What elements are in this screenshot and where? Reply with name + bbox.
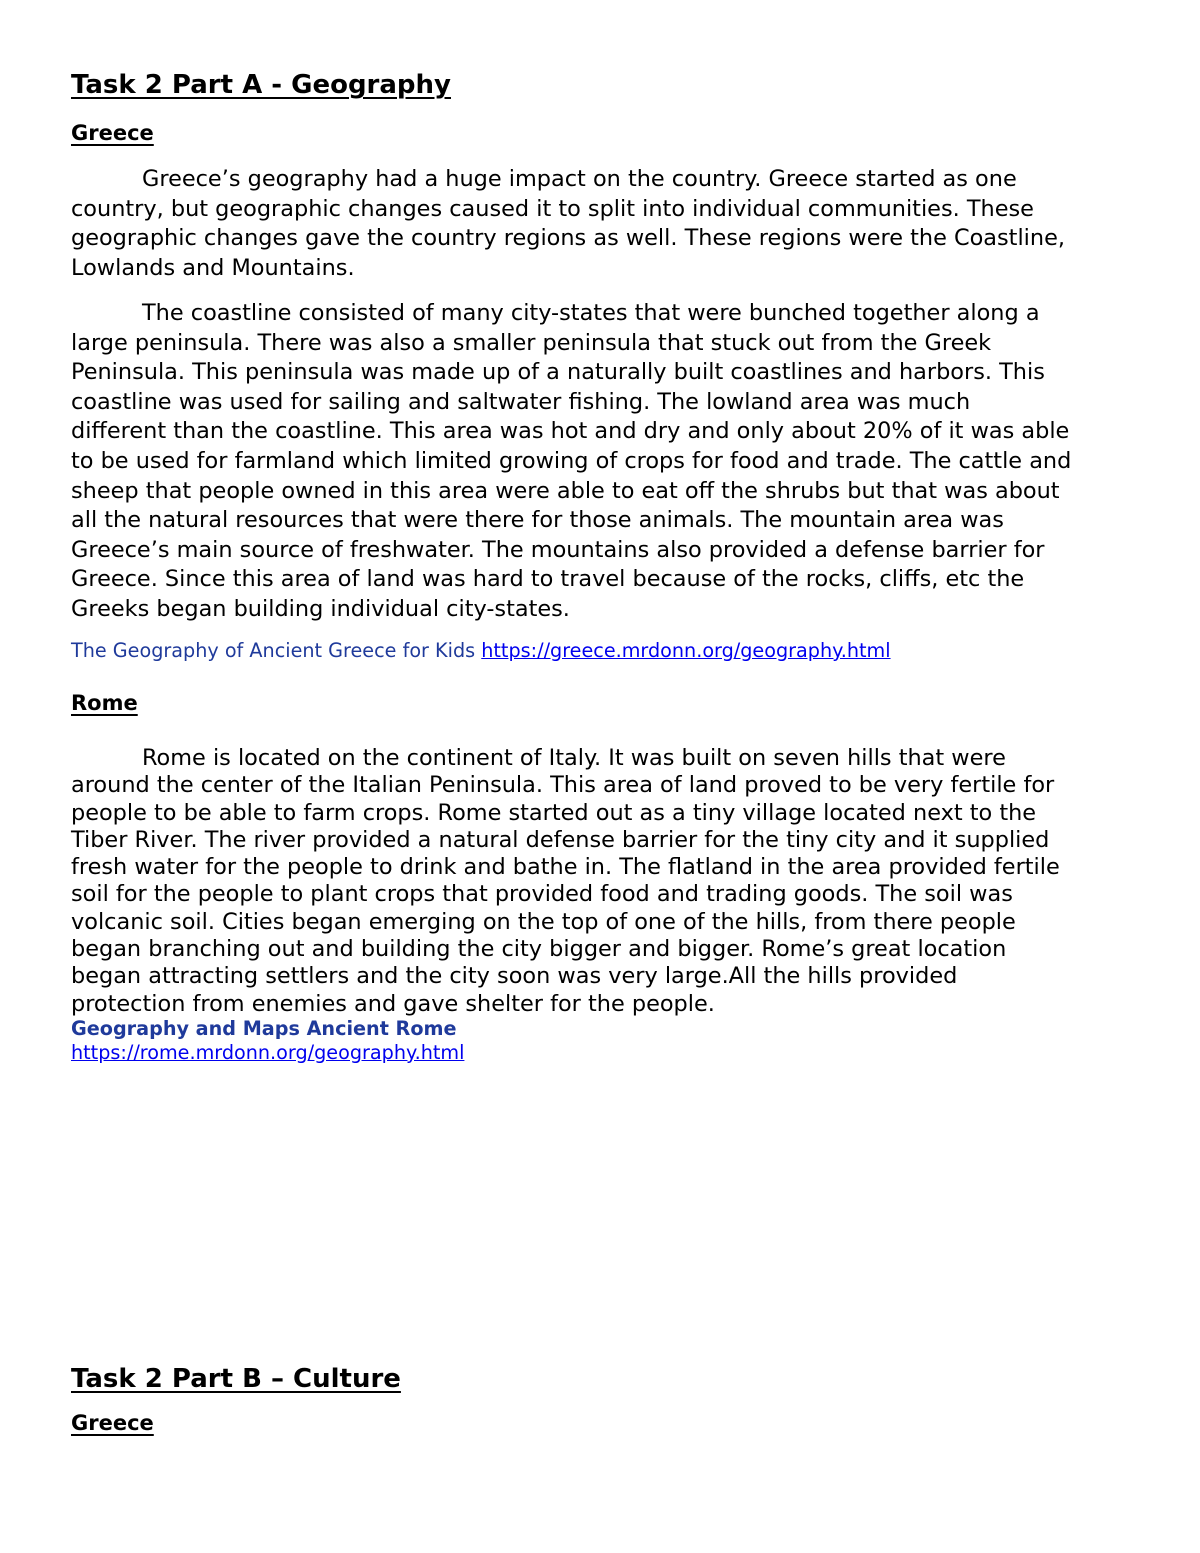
paragraph-line: Tiber River. The river provided a natural defense barrier for the tiny city and it supplied	[71, 826, 1050, 853]
paragraph-line: volcanic soil. Cities began emerging on the top of one of the hills, from there people	[71, 908, 1016, 935]
paragraph-line: people to be able to farm crops. Rome started out as a tiny village located next to the	[71, 799, 1037, 826]
rome-source-line	[71, 1041, 464, 1064]
paragraph-line: country, but geographic changes caused it to split into individual communities. These	[71, 195, 1034, 222]
rome-source-title: Geography and Maps Ancient Rome	[71, 1017, 457, 1040]
paragraph-line: around the center of the Italian Peninsula. This area of land proved to be very fertile for	[71, 772, 1055, 799]
rome-source-link[interactable]: https://rome.mrdonn.org/geography.html	[71, 1041, 465, 1064]
paragraph-line: geographic changes gave the country regions as well. These regions were the Coastline,	[71, 225, 1065, 252]
paragraph-line: Greece’s main source of freshwater. The mountains also provided a defense barrier for	[71, 536, 1045, 563]
greece-heading: Greece	[71, 121, 154, 145]
paragraph-line: Greeks began building individual city-states.	[71, 595, 570, 622]
paragraph-line: The coastline consisted of many city-states that were bunched together along a	[142, 300, 1040, 326]
paragraph-line: Greece’s geography had a huge impact on the country. Greece started as one	[142, 166, 1017, 192]
rome-heading: Rome	[71, 691, 138, 715]
part-b-greece-heading: Greece	[71, 1411, 154, 1435]
paragraph-line: large peninsula. There was also a smaller peninsula that stuck out from the Greek	[71, 329, 992, 356]
paragraph-line: Peninsula. This peninsula was made up of a naturally built coastlines and harbors. This	[71, 359, 1045, 386]
rome-paragraph	[71, 745, 1133, 1018]
paragraph-line: began branching out and building the city bigger and bigger. Rome’s great location	[71, 936, 1007, 963]
paragraph-line: fresh water for the people to drink and bathe in. The flatland in the area provided fertile	[71, 854, 1060, 881]
paragraph-line: Greece. Since this area of land was hard to travel because of the rocks, cliffs, etc the	[71, 566, 1025, 593]
greece-paragraph-1	[71, 165, 1133, 283]
paragraph-line: soil for the people to plant crops that provided food and trading goods. The soil was	[71, 881, 1013, 908]
part-a-heading: Task 2 Part A - Geography	[71, 70, 451, 100]
paragraph-line: Rome is located on the continent of Italy. It was built on seven hills that were	[142, 745, 1006, 771]
part-b-heading: Task 2 Part B – Culture	[71, 1364, 401, 1394]
paragraph-line: sheep that people owned in this area were able to eat off the shrubs but that was about	[71, 477, 1060, 504]
paragraph-line: all the natural resources that were there for those animals. The mountain area was	[71, 507, 1004, 534]
greece-source-title: The Geography of Ancient Greece for Kids	[71, 639, 476, 662]
paragraph-line: to be used for farmland which limited growing of crops for food and trade. The cattle and	[71, 447, 1072, 474]
paragraph-line: protection from enemies and gave shelter for the people.	[71, 990, 715, 1017]
greece-source-link[interactable]: https://greece.mrdonn.org/geography.html	[481, 639, 891, 662]
greece-paragraph-2	[71, 299, 1133, 625]
paragraph-line: different than the coastline. This area was hot and dry and only about 20% of it was able	[71, 418, 1070, 445]
greece-source	[71, 639, 891, 662]
paragraph-line: coastline was used for sailing and saltwater fishing. The lowland area was much	[71, 388, 971, 415]
paragraph-line: Lowlands and Mountains.	[71, 254, 355, 281]
paragraph-line: began attracting settlers and the city soon was very large.All the hills provided	[71, 963, 958, 990]
